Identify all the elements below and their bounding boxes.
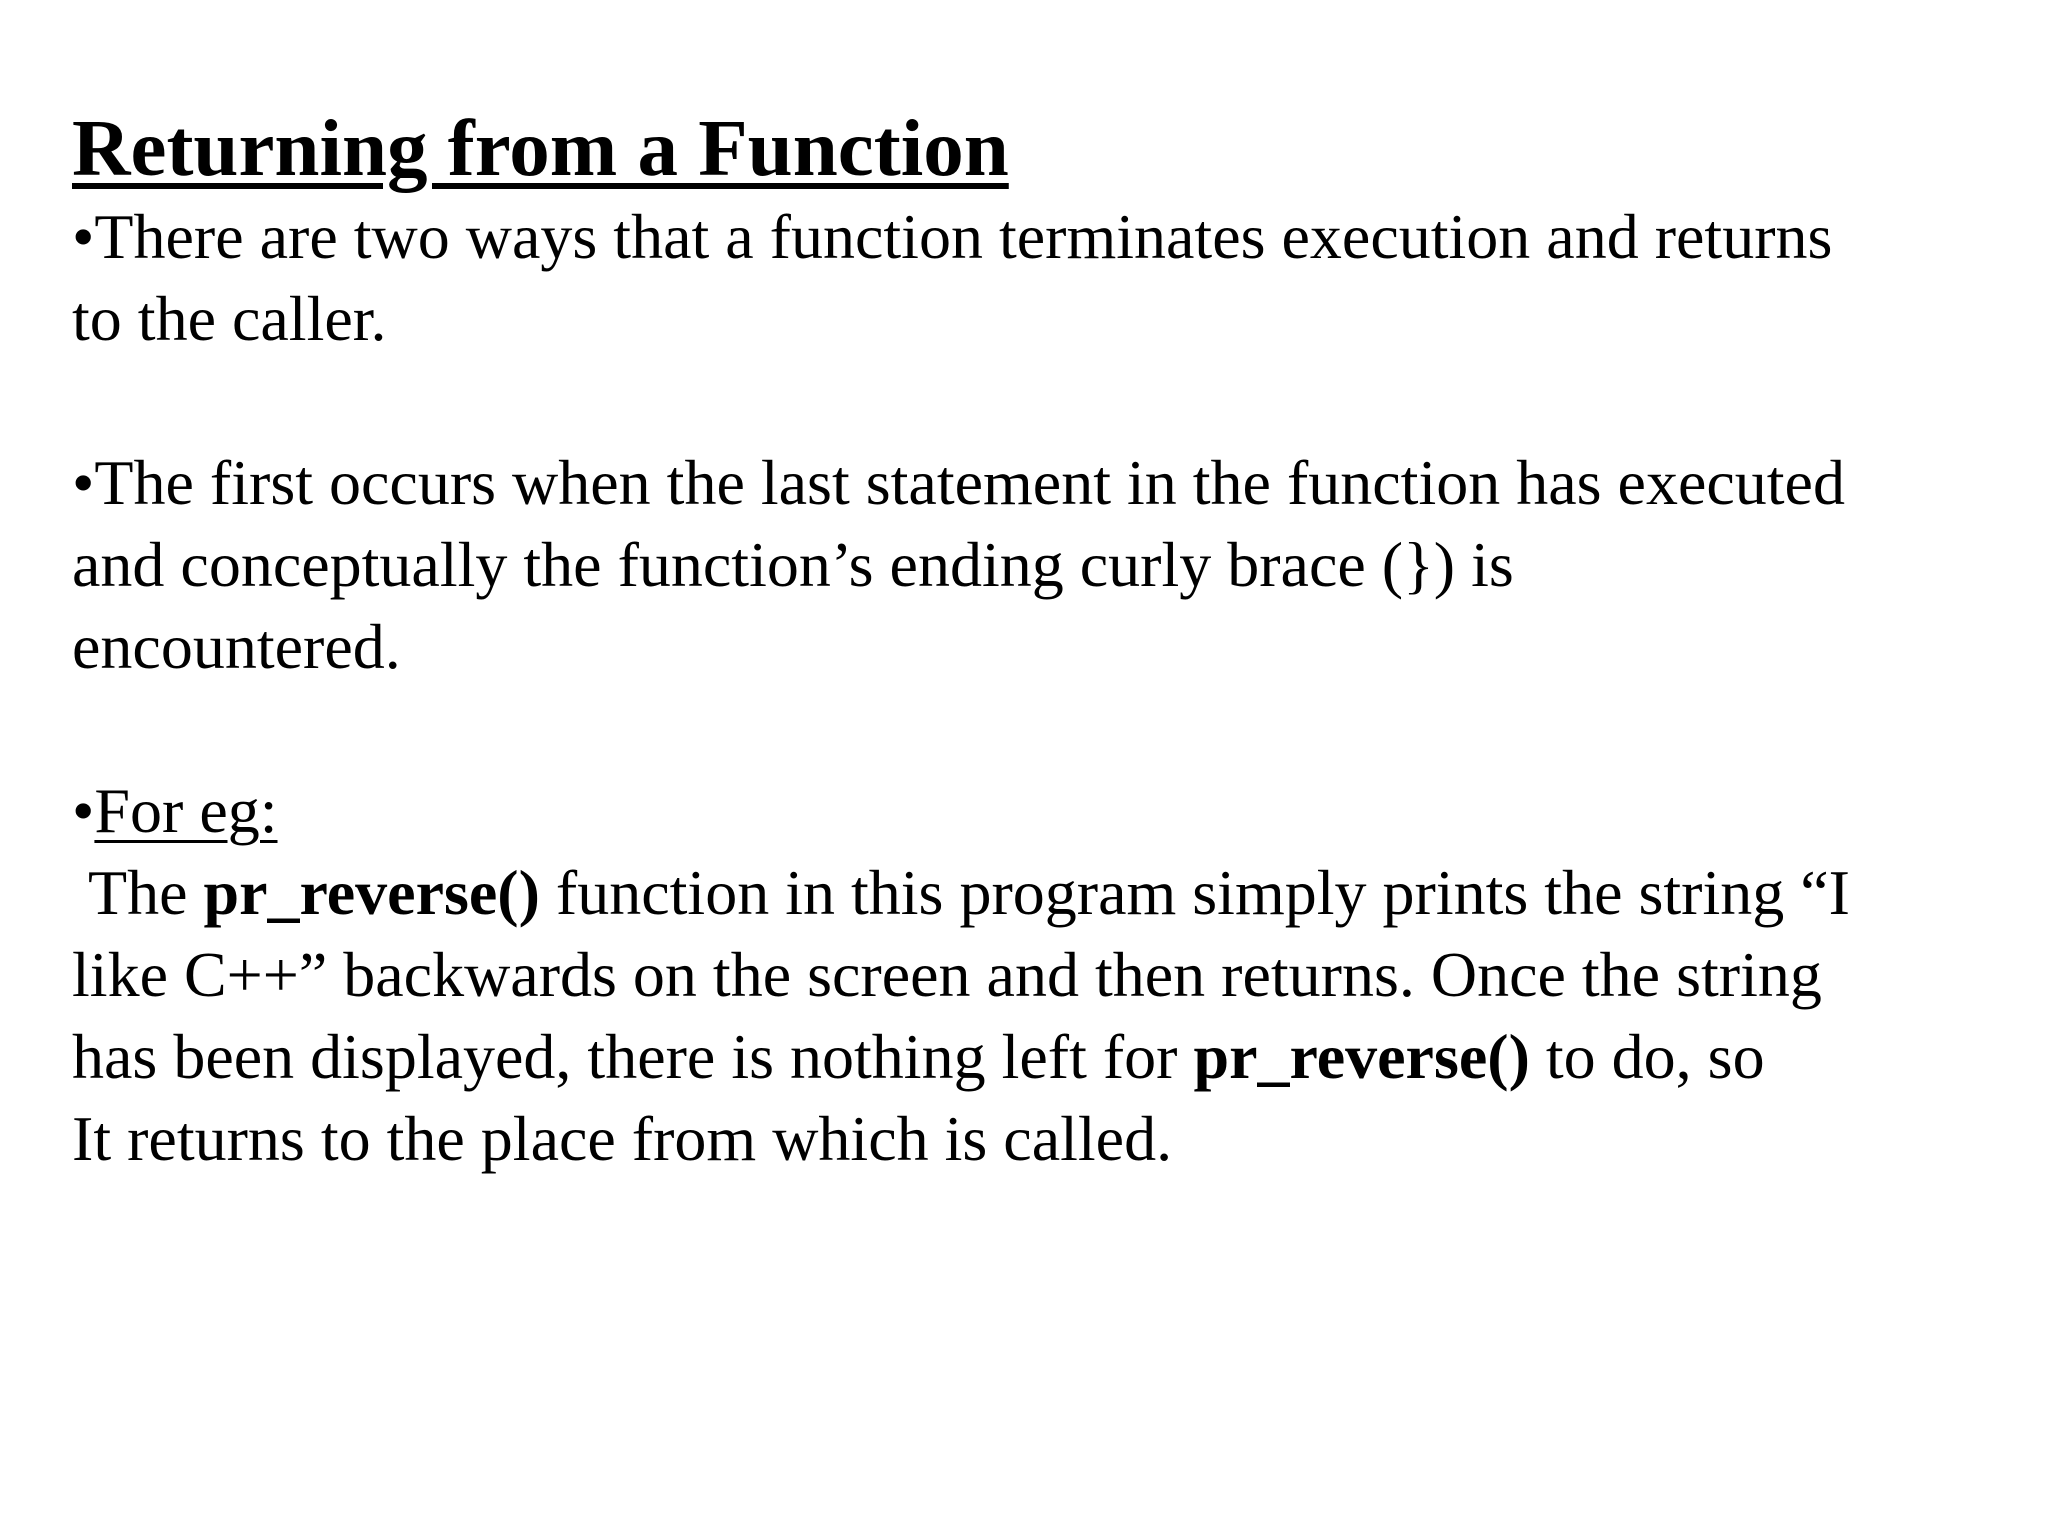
bullet-paragraph-example — [72, 770, 2012, 852]
paragraph-line — [72, 852, 2012, 934]
slide — [72, 100, 2012, 1180]
example-label: For eg: — [94, 775, 278, 846]
paragraph-line — [72, 770, 2012, 852]
bullet-icon: • — [72, 201, 95, 272]
example-paragraph — [72, 852, 2012, 1180]
bullet-icon: • — [72, 775, 95, 846]
bullet-paragraph-first — [72, 442, 2012, 688]
paragraph-line: to the caller. — [72, 283, 387, 354]
function-name: pr_reverse() — [1193, 1021, 1530, 1092]
paragraph-text: The first occurs when the last statement in the function has executed — [94, 447, 1845, 518]
paragraph-line — [72, 1016, 2012, 1098]
spacer — [72, 360, 2012, 442]
paragraph-line — [72, 442, 2012, 524]
paragraph-text: The — [88, 857, 204, 928]
paragraph-text: to do, so — [1529, 1021, 1765, 1092]
paragraph-line: encountered. — [72, 611, 401, 682]
spacer — [72, 688, 2012, 770]
paragraph-text: There are two ways that a function terminates execution and returns — [94, 201, 1833, 272]
paragraph-text: function in this program simply prints the string “I — [539, 857, 1850, 928]
paragraph-line: like C++” backwards on the screen and then returns. Once the string — [72, 939, 1822, 1010]
bullet-paragraph-ways — [72, 196, 2012, 360]
paragraph-line: and conceptually the function’s ending curly brace (}) is — [72, 529, 1514, 600]
paragraph-text: has been displayed, there is nothing left for — [72, 1021, 1194, 1092]
function-name: pr_reverse() — [203, 857, 540, 928]
paragraph-line — [72, 196, 2012, 278]
paragraph-line: It returns to the place from which is called. — [72, 1103, 1173, 1174]
slide-title: Returning from a Function — [72, 103, 1009, 193]
bullet-icon: • — [72, 447, 95, 518]
